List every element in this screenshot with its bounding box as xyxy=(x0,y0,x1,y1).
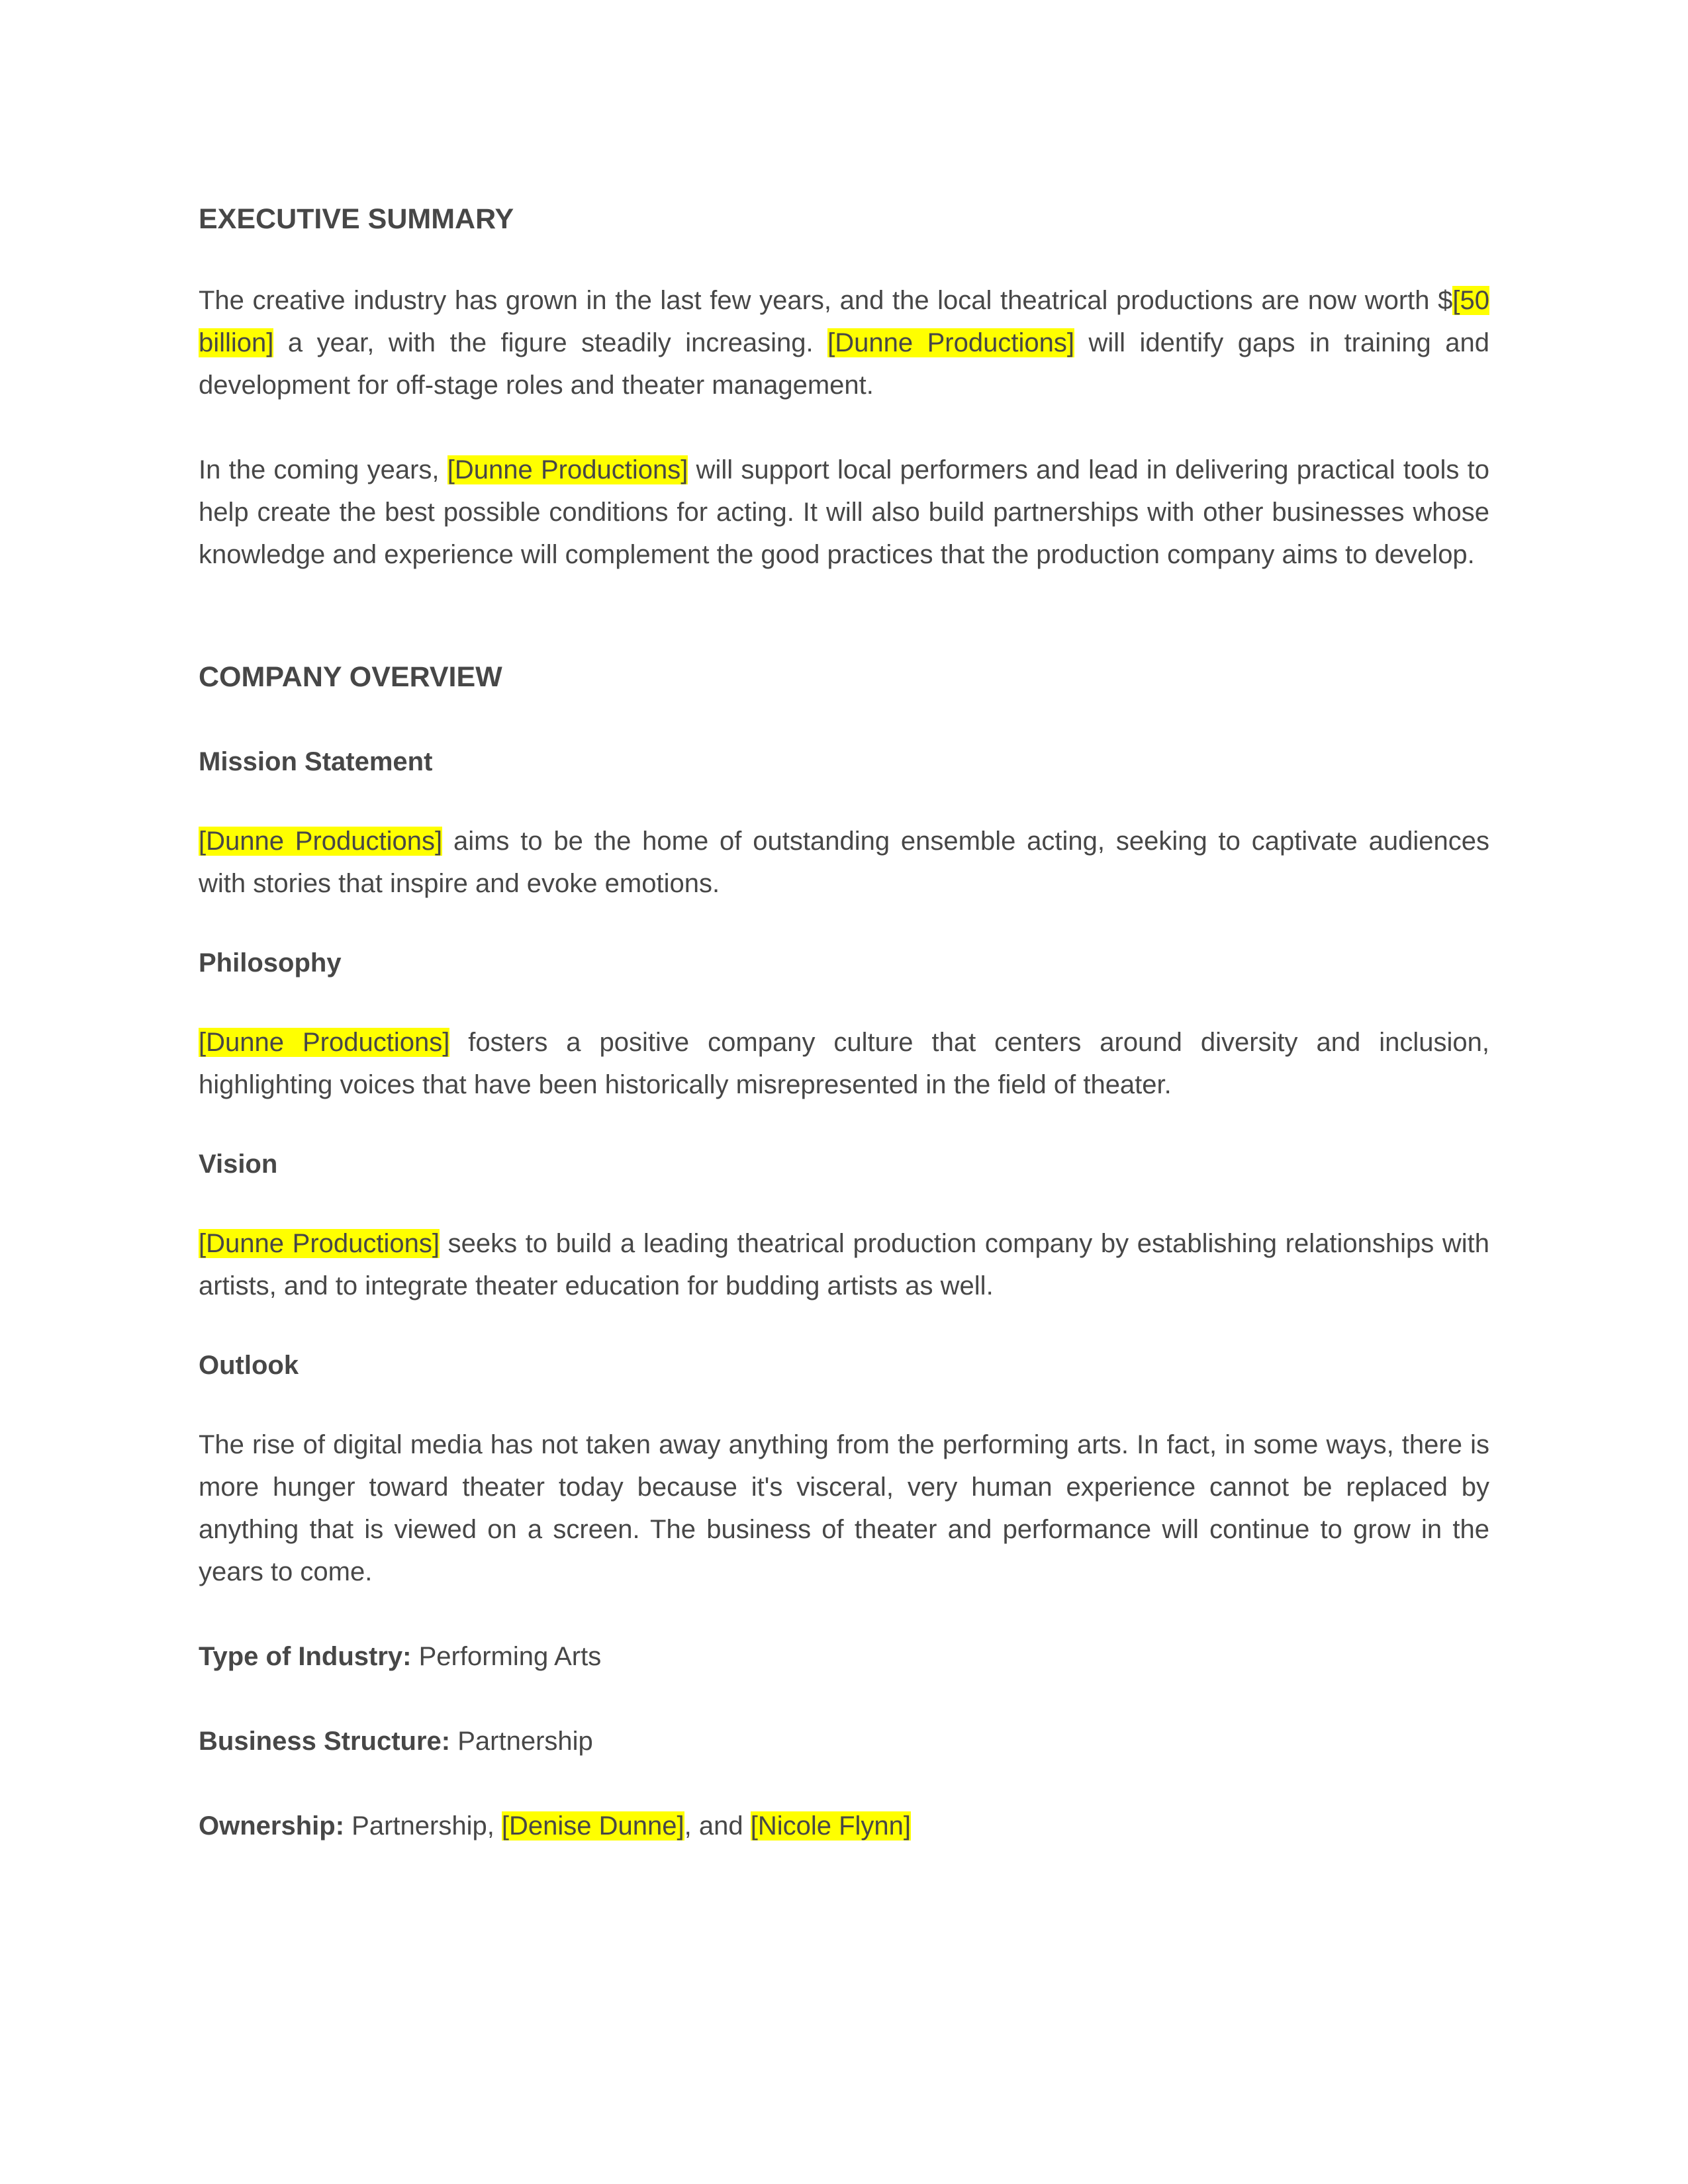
placeholder-company-name: [Dunne Productions] xyxy=(827,328,1074,357)
philosophy-title: Philosophy xyxy=(199,948,342,978)
business-structure xyxy=(199,1720,1489,1762)
placeholder-company-name: [Dunne Productions] xyxy=(447,455,688,484)
outlook-title: Outlook xyxy=(199,1351,299,1381)
placeholder-owner-2: [Nicole Flynn] xyxy=(750,1811,912,1841)
industry-type xyxy=(199,1635,1489,1678)
structure-value: Partnership xyxy=(450,1727,593,1756)
industry-label: Type of Industry: xyxy=(199,1642,412,1672)
vision-text: [Dunne Productions] seeks to build a leading theatrical production company by establishing relationships with artists, and to integrate theater education for budding artists as well. xyxy=(199,1229,1489,1301)
company-overview-heading: COMPANY OVERVIEW xyxy=(199,660,502,693)
placeholder-company-name: [Dunne Productions] xyxy=(199,1229,440,1259)
placeholder-company-name: [Dunne Productions] xyxy=(199,1028,450,1058)
ownership: Ownership: Partnership, [Denise Dunne], and [Nicole Flynn] xyxy=(199,1811,912,1841)
placeholder-amount: [50 billion] xyxy=(199,285,1489,357)
industry-value: Performing Arts xyxy=(411,1642,602,1672)
document-page xyxy=(199,192,1489,1847)
mission-statement-text: [Dunne Productions] aims to be the home of outstanding ensemble acting, seeking to captivate audiences with stories that inspire and evoke emotions. xyxy=(199,827,1489,899)
vision-title: Vision xyxy=(199,1150,278,1179)
mission-statement-title: Mission Statement xyxy=(199,747,433,777)
philosophy-text: [Dunne Productions] fosters a positive company culture that centers around diversity and inclusion, highlighting voices that have been historically misrepresented in the field of theater. xyxy=(199,1028,1489,1100)
structure-label: Business Structure: xyxy=(199,1727,451,1756)
exec-summary-paragraph-1: The creative industry has grown in the last few years, and the local theatrical productions are now worth $[50 billion] a year, with the figure steadily increasing. [Dunne Productions] will identify gaps in training and development for off-stage roles and theater management. xyxy=(199,285,1490,400)
exec-summary-paragraph-2: In the coming years, [Dunne Productions] will support local performers and lead in delivering practical tools to help create the best possible conditions for acting. It will also build partnerships with other businesses whose knowledge and experience will complement the good practices that the production company aims to develop. xyxy=(199,455,1489,569)
ownership-label: Ownership: xyxy=(199,1811,345,1841)
placeholder-company-name: [Dunne Productions] xyxy=(199,827,443,856)
executive-summary-heading: EXECUTIVE SUMMARY xyxy=(199,203,514,235)
placeholder-owner-1: [Denise Dunne] xyxy=(501,1811,684,1841)
outlook-text: The rise of digital media has not taken away anything from the performing arts. In fact, in some ways, there is more hunger toward theater today because it's visceral, very human experience cannot be replaced by anything that is viewed on a screen. The business of theater and performance will continue to grow in the years to come. xyxy=(199,1430,1489,1587)
